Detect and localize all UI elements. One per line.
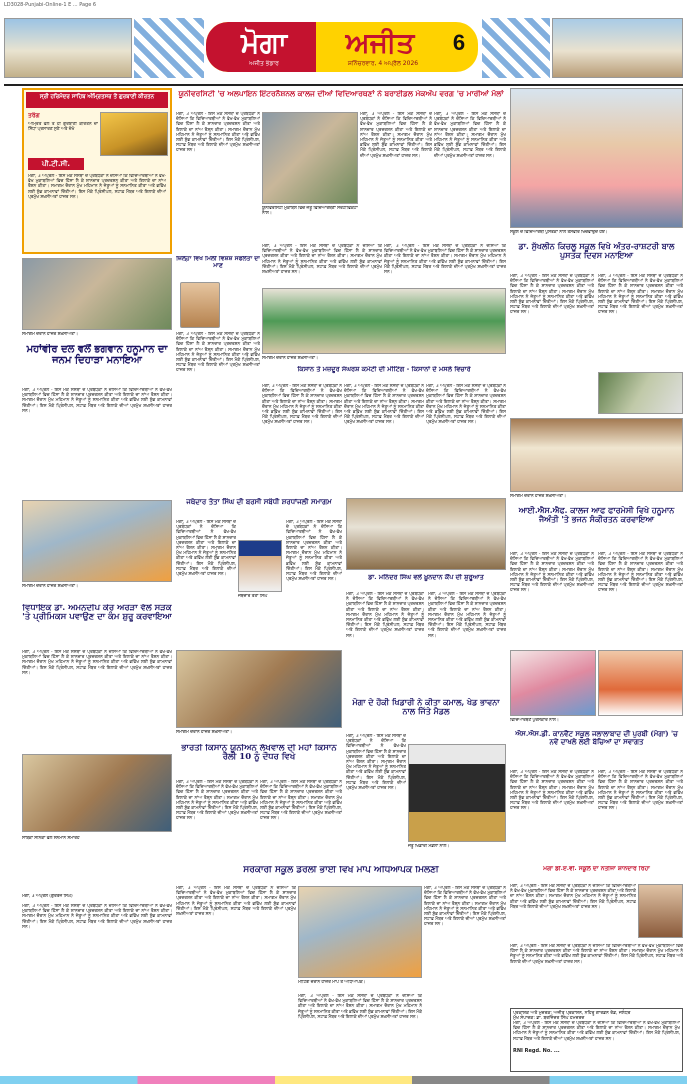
caption-celebration: ਸਮਾਗਮ ਦੌਰਾਨ ਹਾਜ਼ਰ ਸ਼ਖ਼ਸੀਅਤਾਂ। (22, 584, 78, 589)
text-kisan-1: ਮੋਗਾ, 3 ਅਪ੍ਰੈਲ - ਇਸ ਮੌਕੇ ਸੰਸਥਾ ਦੇ ਪ੍ਰਬੰਧਕਾਂ ਨੇ ਦੱਸਿਆ ਕਿ ਵਿਦਿਆਰਥੀਆਂ ਨੇ ਵੱਖ-ਵੱਖ ਮੁਕਾਬਲਿਆਂ ਵਿਚ ਹਿੱਸਾ ਲੈ ਕੇ ਸ਼ਾਨਦਾਰ ਪ੍ਰਦਰਸ਼ਨ ਕੀਤਾ ਅਤੇ ਇਲਾਕੇ ਦਾ ਨਾਂਅ ਰੌਸ਼ਨ ਕੀਤਾ। ਸਮਾਗਮ ਦੌਰਾਨ ਮੁੱਖ ਮਹਿਮਾਨ ਨੇ ਜੇਤੂਆਂ ਨੂੰ ਸਨਮਾਨਿਤ ਕੀਤਾ ਅਤੇ ਭਵਿੱਖ ਲਈ ਸ਼ੁੱਭ ਕਾਮਨਾਵਾਂ ਦਿੱਤੀਆਂ। ਇਸ ਮੌਕੇ ਪ੍ਰਿੰਸੀਪਲ, ਸਟਾਫ਼ ਮੈਂਬਰ ਅਤੇ ਇਲਾਕੇ ਦੀਆਂ ਪ੍ਰਮੁੱਖ ਸ਼ਖ਼ਸੀਅਤਾਂ ਹਾਜ਼ਰ ਸਨ। (262, 384, 342, 426)
photo-celebration (22, 500, 172, 582)
photo-vanita (346, 498, 506, 570)
text-university-1: ਮੋਗਾ, 3 ਅਪ੍ਰੈਲ - ਇਸ ਮੌਕੇ ਸੰਸਥਾ ਦੇ ਪ੍ਰਬੰਧਕਾਂ ਨੇ ਦੱਸਿਆ ਕਿ ਵਿਦਿਆਰਥੀਆਂ ਨੇ ਵੱਖ-ਵੱਖ ਮੁਕਾਬਲਿਆਂ ਵਿਚ ਹਿੱਸਾ ਲੈ ਕੇ ਸ਼ਾਨਦਾਰ ਪ੍ਰਦਰਸ਼ਨ ਕੀਤਾ ਅਤੇ ਇਲਾਕੇ ਦਾ ਨਾਂਅ ਰੌਸ਼ਨ ਕੀਤਾ। ਸਮਾਗਮ ਦੌਰਾਨ ਮੁੱਖ ਮਹਿਮਾਨ ਨੇ ਜੇਤੂਆਂ ਨੂੰ ਸਨਮਾਨਿਤ ਕੀਤਾ ਅਤੇ ਭਵਿੱਖ ਲਈ ਸ਼ੁੱਭ ਕਾਮਨਾਵਾਂ ਦਿੱਤੀਆਂ। ਇਸ ਮੌਕੇ ਪ੍ਰਿੰਸੀਪਲ, ਸਟਾਫ਼ ਮੈਂਬਰ ਅਤੇ ਇਲਾਕੇ ਦੀਆਂ ਪ੍ਰਮੁੱਖ ਸ਼ਖ਼ਸੀਅਤਾਂ ਹਾਜ਼ਰ ਸਨ। (176, 112, 260, 154)
text-sukhleen-1: ਮੋਗਾ, 3 ਅਪ੍ਰੈਲ - ਇਸ ਮੌਕੇ ਸੰਸਥਾ ਦੇ ਪ੍ਰਬੰਧਕਾਂ ਨੇ ਦੱਸਿਆ ਕਿ ਵਿਦਿਆਰਥੀਆਂ ਨੇ ਵੱਖ-ਵੱਖ ਮੁਕਾਬਲਿਆਂ ਵਿਚ ਹਿੱਸਾ ਲੈ ਕੇ ਸ਼ਾਨਦਾਰ ਪ੍ਰਦਰਸ਼ਨ ਕੀਤਾ ਅਤੇ ਇਲਾਕੇ ਦਾ ਨਾਂਅ ਰੌਸ਼ਨ ਕੀਤਾ। ਸਮਾਗਮ ਦੌਰਾਨ ਮੁੱਖ ਮਹਿਮਾਨ ਨੇ ਜੇਤੂਆਂ ਨੂੰ ਸਨਮਾਨਿਤ ਕੀਤਾ ਅਤੇ ਭਵਿੱਖ ਲਈ ਸ਼ੁੱਭ ਕਾਮਨਾਵਾਂ ਦਿੱਤੀਆਂ। ਇਸ ਮੌਕੇ ਪ੍ਰਿੰਸੀਪਲ, ਸਟਾਫ਼ ਮੈਂਬਰ ਅਤੇ ਇਲਾਕੇ ਦੀਆਂ ਪ੍ਰਮੁੱਖ ਸ਼ਖ਼ਸੀਅਤਾਂ ਹਾਜ਼ਰ ਸਨ। (510, 274, 594, 316)
headline-mahaveer: ਮਹਾਂਵੀਰ ਦਲ ਵਲੋਂ ਭਗਵਾਨ ਹਨੂਮਾਨ ਦਾ ਜਨਮ ਦਿਹਾੜਾ ਮਨਾਇਆ (26, 344, 168, 366)
headline-bharti: ਭਾਰਤੀ ਕਿਸਾਨ ਯੂਨੀਅਨ ਲੱਖੋਵਾਲ ਦੀ ਮਹਾਂ ਕਿਸਾਨ ਰੈਲੀ 10 ਨੂੰ ਦੌਧਰ ਵਿਖੇ (181, 744, 337, 763)
headline-esd: ਐਸ.ਐਸ.ਡੀ. ਕਾਨਵੈਂਟ ਸਕੂਲ ਜਲਾਲਾਬਾਦ ਦੀ ਪੁਰਬੀ (ਮੋਗਾ) 'ਚ ਨਵੇਂ ਦਾਖਲੇ ਲਈ ਬੱਚਿਆਂ ਦਾ ਸਵਾਗਤ (515, 730, 678, 746)
headline-sukhleen: ਡਾ. ਸੁੱਖਲੀਨ ਕਿਚਲੂ ਸਕੂਲ ਵਿਖੇ ਅੰਤਰ-ਰਾਸ਼ਟਰੀ ਬਾਲ ਪੁਸਤਕ ਦਿਵਸ ਮਨਾਇਆ (518, 242, 675, 260)
text-bharti-1: ਮੋਗਾ, 3 ਅਪ੍ਰੈਲ - ਇਸ ਮੌਕੇ ਸੰਸਥਾ ਦੇ ਪ੍ਰਬੰਧਕਾਂ ਨੇ ਦੱਸਿਆ ਕਿ ਵਿਦਿਆਰਥੀਆਂ ਨੇ ਵੱਖ-ਵੱਖ ਮੁਕਾਬਲਿਆਂ ਵਿਚ ਹਿੱਸਾ ਲੈ ਕੇ ਸ਼ਾਨਦਾਰ ਪ੍ਰਦਰਸ਼ਨ ਕੀਤਾ ਅਤੇ ਇਲਾਕੇ ਦਾ ਨਾਂਅ ਰੌਸ਼ਨ ਕੀਤਾ। ਸਮਾਗਮ ਦੌਰਾਨ ਮੁੱਖ ਮਹਿਮਾਨ ਨੇ ਜੇਤੂਆਂ ਨੂੰ ਸਨਮਾਨਿਤ ਕੀਤਾ ਅਤੇ ਭਵਿੱਖ ਲਈ ਸ਼ੁੱਭ ਕਾਮਨਾਵਾਂ ਦਿੱਤੀਆਂ। ਇਸ ਮੌਕੇ ਪ੍ਰਿੰਸੀਪਲ, ਸਟਾਫ਼ ਮੈਂਬਰ ਅਤੇ ਇਲਾਕੇ ਦੀਆਂ ਪ੍ਰਮੁੱਖ ਸ਼ਖ਼ਸੀਅਤਾਂ ਹਾਜ਼ਰ ਸਨ। (176, 780, 258, 822)
masthead-right-image (552, 18, 683, 78)
photo-result-girl (638, 884, 683, 938)
imprint-regd: RNI Regd. No. ... (513, 1048, 560, 1054)
headline-bomb: ਜ਼ਿਲ੍ਹਾ ਵਿਖੇ ਮਿਲੀ ਵਿਸ਼ੇਸ਼ ਸਫਲਤਾ ਦਾ ਮਾਣ (176, 256, 260, 269)
text-mahaveer: ਮੋਗਾ, 3 ਅਪ੍ਰੈਲ - ਇਸ ਮੌਕੇ ਸੰਸਥਾ ਦੇ ਪ੍ਰਬੰਧਕਾਂ ਨੇ ਦੱਸਿਆ ਕਿ ਵਿਦਿਆਰਥੀਆਂ ਨੇ ਵੱਖ-ਵੱਖ ਮੁਕਾਬਲਿਆਂ ਵਿਚ ਹਿੱਸਾ ਲੈ ਕੇ ਸ਼ਾਨਦਾਰ ਪ੍ਰਦਰਸ਼ਨ ਕੀਤਾ ਅਤੇ ਇਲਾਕੇ ਦਾ ਨਾਂਅ ਰੌਸ਼ਨ ਕੀਤਾ। ਸਮਾਗਮ ਦੌਰਾਨ ਮੁੱਖ ਮਹਿਮਾਨ ਨੇ ਜੇਤੂਆਂ ਨੂੰ ਸਨਮਾਨਿਤ ਕੀਤਾ ਅਤੇ ਭਵਿੱਖ ਲਈ ਸ਼ੁੱਭ ਕਾਮਨਾਵਾਂ ਦਿੱਤੀਆਂ। ਇਸ ਮੌਕੇ ਪ੍ਰਿੰਸੀਪਲ, ਸਟਾਫ਼ ਮੈਂਬਰ ਅਤੇ ਇਲਾਕੇ ਦੀਆਂ ਪ੍ਰਮੁੱਖ ਸ਼ਖ਼ਸੀਅਤਾਂ ਹਾਜ਼ਰ ਸਨ। (22, 388, 172, 414)
photo-sarkari (298, 886, 422, 978)
ad-body: ਅੰਮ੍ਰਿਤ ਵੇਲੇ ਤੋਂ ਹੀ ਗੁਰਬਾਣੀ ਕੀਰਤਨ ਦਾ ਸਿੱਧਾ ਪ੍ਰਸਾਰਣ ਸੁਣੋ ਅਤੇ ਦੇਖੋ (28, 122, 98, 133)
photo-hockey-player (408, 744, 506, 842)
text-sarkari-1: ਮੋਗਾ, 3 ਅਪ੍ਰੈਲ - ਇਸ ਮੌਕੇ ਸੰਸਥਾ ਦੇ ਪ੍ਰਬੰਧਕਾਂ ਨੇ ਦੱਸਿਆ ਕਿ ਵਿਦਿਆਰਥੀਆਂ ਨੇ ਵੱਖ-ਵੱਖ ਮੁਕਾਬਲਿਆਂ ਵਿਚ ਹਿੱਸਾ ਲੈ ਕੇ ਸ਼ਾਨਦਾਰ ਪ੍ਰਦਰਸ਼ਨ ਕੀਤਾ ਅਤੇ ਇਲਾਕੇ ਦਾ ਨਾਂਅ ਰੌਸ਼ਨ ਕੀਤਾ। ਸਮਾਗਮ ਦੌਰਾਨ ਮੁੱਖ ਮਹਿਮਾਨ ਨੇ ਜੇਤੂਆਂ ਨੂੰ ਸਨਮਾਨਿਤ ਕੀਤਾ ਅਤੇ ਭਵਿੱਖ ਲਈ ਸ਼ੁੱਭ ਕਾਮਨਾਵਾਂ ਦਿੱਤੀਆਂ। ਇਸ ਮੌਕੇ ਪ੍ਰਿੰਸੀਪਲ, ਸਟਾਫ਼ ਮੈਂਬਰ ਅਤੇ ਇਲਾਕੇ ਦੀਆਂ ਪ੍ਰਮੁੱਖ ਸ਼ਖ਼ਸੀਅਤਾਂ ਹਾਜ਼ਰ ਸਨ। (176, 886, 296, 918)
photo-esd-girl (598, 650, 683, 716)
color-bar (0, 1076, 687, 1084)
photo-akash-bhajan (510, 418, 683, 492)
text-vidhayak: ਮੋਗਾ, 3 ਅਪ੍ਰੈਲ - ਇਸ ਮੌਕੇ ਸੰਸਥਾ ਦੇ ਪ੍ਰਬੰਧਕਾਂ ਨੇ ਦੱਸਿਆ ਕਿ ਵਿਦਿਆਰਥੀਆਂ ਨੇ ਵੱਖ-ਵੱਖ ਮੁਕਾਬਲਿਆਂ ਵਿਚ ਹਿੱਸਾ ਲੈ ਕੇ ਸ਼ਾਨਦਾਰ ਪ੍ਰਦਰਸ਼ਨ ਕੀਤਾ ਅਤੇ ਇਲਾਕੇ ਦਾ ਨਾਂਅ ਰੌਸ਼ਨ ਕੀਤਾ। ਸਮਾਗਮ ਦੌਰਾਨ ਮੁੱਖ ਮਹਿਮਾਨ ਨੇ ਜੇਤੂਆਂ ਨੂੰ ਸਨਮਾਨਿਤ ਕੀਤਾ ਅਤੇ ਭਵਿੱਖ ਲਈ ਸ਼ੁੱਭ ਕਾਮਨਾਵਾਂ ਦਿੱਤੀਆਂ। ਇਸ ਮੌਕੇ ਪ੍ਰਿੰਸੀਪਲ, ਸਟਾਫ਼ ਮੈਂਬਰ ਅਤੇ ਇਲਾਕੇ ਦੀਆਂ ਪ੍ਰਮੁੱਖ ਸ਼ਖ਼ਸੀਅਤਾਂ ਹਾਜ਼ਰ ਸਨ। (22, 650, 172, 676)
headline-jarnail: ਜਥੇਦਾਰ ਤੋਤਾ ਸਿੰਘ ਦੀ ਬਰਸੀ ਸਬੰਧੀ ਸ਼ਰਧਾਂਜਲੀ ਸਮਾਗਮ (186, 498, 332, 506)
text-result: ਮੋਗਾ, 3 ਅਪ੍ਰੈਲ - ਇਸ ਮੌਕੇ ਸੰਸਥਾ ਦੇ ਪ੍ਰਬੰਧਕਾਂ ਨੇ ਦੱਸਿਆ ਕਿ ਵਿਦਿਆਰਥੀਆਂ ਨੇ ਵੱਖ-ਵੱਖ ਮੁਕਾਬਲਿਆਂ ਵਿਚ ਹਿੱਸਾ ਲੈ ਕੇ ਸ਼ਾਨਦਾਰ ਪ੍ਰਦਰਸ਼ਨ ਕੀਤਾ ਅਤੇ ਇਲਾਕੇ ਦਾ ਨਾਂਅ ਰੌਸ਼ਨ ਕੀਤਾ। ਸਮਾਗਮ ਦੌਰਾਨ ਮੁੱਖ ਮਹਿਮਾਨ ਨੇ ਜੇਤੂਆਂ ਨੂੰ ਸਨਮਾਨਿਤ ਕੀਤਾ ਅਤੇ ਭਵਿੱਖ ਲਈ ਸ਼ੁੱਭ ਕਾਮਨਾਵਾਂ ਦਿੱਤੀਆਂ। ਇਸ ਮੌਕੇ ਪ੍ਰਿੰਸੀਪਲ, ਸਟਾਫ਼ ਮੈਂਬਰ ਅਤੇ ਇਲਾਕੇ ਦੀਆਂ ਪ੍ਰਮੁੱਖ ਸ਼ਖ਼ਸੀਅਤਾਂ ਹਾਜ਼ਰ ਸਨ। (262, 244, 382, 276)
ad-subtitle: ਤਰੰਗ (28, 112, 40, 119)
photo-vetran (22, 754, 172, 832)
caption-sarkari: ਮੀਟਿੰਗ ਦੌਰਾਨ ਹਾਜ਼ਰ ਮਾਪੇ ਤੇ ਅਧਿਆਪਕ। (298, 980, 366, 985)
photo-kisan-meeting (262, 288, 506, 354)
text-result-right: ਮੋਗਾ, 3 ਅਪ੍ਰੈਲ - ਇਸ ਮੌਕੇ ਸੰਸਥਾ ਦੇ ਪ੍ਰਬੰਧਕਾਂ ਨੇ ਦੱਸਿਆ ਕਿ ਵਿਦਿਆਰਥੀਆਂ ਨੇ ਵੱਖ-ਵੱਖ ਮੁਕਾਬਲਿਆਂ ਵਿਚ ਹਿੱਸਾ ਲੈ ਕੇ ਸ਼ਾਨਦਾਰ ਪ੍ਰਦਰਸ਼ਨ ਕੀਤਾ ਅਤੇ ਇਲਾਕੇ ਦਾ ਨਾਂਅ ਰੌਸ਼ਨ ਕੀਤਾ। ਸਮਾਗਮ ਦੌਰਾਨ ਮੁੱਖ ਮਹਿਮਾਨ ਨੇ ਜੇਤੂਆਂ ਨੂੰ ਸਨਮਾਨਿਤ ਕੀਤਾ ਅਤੇ ਭਵਿੱਖ ਲਈ ਸ਼ੁੱਭ ਕਾਮਨਾਵਾਂ ਦਿੱਤੀਆਂ। ਇਸ ਮੌਕੇ ਪ੍ਰਿੰਸੀਪਲ, ਸਟਾਫ਼ ਮੈਂਬਰ ਅਤੇ ਇਲਾਕੇ ਦੀਆਂ ਪ੍ਰਮੁੱਖ ਸ਼ਖ਼ਸੀਅਤਾਂ ਹਾਜ਼ਰ ਸਨ। (510, 884, 636, 910)
ad-image (100, 112, 168, 156)
headline-sarkari: ਸਰਕਾਰੀ ਸਕੂਲ ਡਰੋਲੀ ਭਾਈ ਵਿਖੇ ਮਾਪੇ ਅਧਿਆਪਕ ਮਿਲਣੀ (243, 866, 439, 875)
imprint-body: ਮੋਗਾ, 3 ਅਪ੍ਰੈਲ - ਇਸ ਮੌਕੇ ਸੰਸਥਾ ਦੇ ਪ੍ਰਬੰਧਕਾਂ ਨੇ ਦੱਸਿਆ ਕਿ ਵਿਦਿਆਰਥੀਆਂ ਨੇ ਵੱਖ-ਵੱਖ ਮੁਕਾਬਲਿਆਂ ਵਿਚ ਹਿੱਸਾ ਲੈ ਕੇ ਸ਼ਾਨਦਾਰ ਪ੍ਰਦਰਸ਼ਨ ਕੀਤਾ ਅਤੇ ਇਲਾਕੇ ਦਾ ਨਾਂਅ ਰੌਸ਼ਨ ਕੀਤਾ। ਸਮਾਗਮ ਦੌਰਾਨ ਮੁੱਖ ਮਹਿਮਾਨ ਨੇ ਜੇਤੂਆਂ ਨੂੰ ਸਨਮਾਨਿਤ ਕੀਤਾ ਅਤੇ ਭਵਿੱਖ ਲਈ ਸ਼ੁੱਭ ਕਾਮਨਾਵਾਂ ਦਿੱਤੀਆਂ। ਇਸ ਮੌਕੇ ਪ੍ਰਿੰਸੀਪਲ, ਸਟਾਫ਼ ਮੈਂਬਰ ਅਤੇ ਇਲਾਕੇ ਦੀਆਂ ਪ੍ਰਮੁੱਖ ਸ਼ਖ਼ਸੀਅਤਾਂ ਹਾਜ਼ਰ ਸਨ। (513, 1021, 680, 1042)
text-vanita-1: ਮੋਗਾ, 3 ਅਪ੍ਰੈਲ - ਇਸ ਮੌਕੇ ਸੰਸਥਾ ਦੇ ਪ੍ਰਬੰਧਕਾਂ ਨੇ ਦੱਸਿਆ ਕਿ ਵਿਦਿਆਰਥੀਆਂ ਨੇ ਵੱਖ-ਵੱਖ ਮੁਕਾਬਲਿਆਂ ਵਿਚ ਹਿੱਸਾ ਲੈ ਕੇ ਸ਼ਾਨਦਾਰ ਪ੍ਰਦਰਸ਼ਨ ਕੀਤਾ ਅਤੇ ਇਲਾਕੇ ਦਾ ਨਾਂਅ ਰੌਸ਼ਨ ਕੀਤਾ। ਸਮਾਗਮ ਦੌਰਾਨ ਮੁੱਖ ਮਹਿਮਾਨ ਨੇ ਜੇਤੂਆਂ ਨੂੰ ਸਨਮਾਨਿਤ ਕੀਤਾ ਅਤੇ ਭਵਿੱਖ ਲਈ ਸ਼ੁੱਭ ਕਾਮਨਾਵਾਂ ਦਿੱਤੀਆਂ। ਇਸ ਮੌਕੇ ਪ੍ਰਿੰਸੀਪਲ, ਸਟਾਫ਼ ਮੈਂਬਰ ਅਤੇ ਇਲਾਕੇ ਦੀਆਂ ਪ੍ਰਮੁੱਖ ਸ਼ਖ਼ਸੀਅਤਾਂ ਹਾਜ਼ਰ ਸਨ। (346, 592, 424, 639)
text-kisan-3: ਮੋਗਾ, 3 ਅਪ੍ਰੈਲ - ਇਸ ਮੌਕੇ ਸੰਸਥਾ ਦੇ ਪ੍ਰਬੰਧਕਾਂ ਨੇ ਦੱਸਿਆ ਕਿ ਵਿਦਿਆਰਥੀਆਂ ਨੇ ਵੱਖ-ਵੱਖ ਮੁਕਾਬਲਿਆਂ ਵਿਚ ਹਿੱਸਾ ਲੈ ਕੇ ਸ਼ਾਨਦਾਰ ਪ੍ਰਦਰਸ਼ਨ ਕੀਤਾ ਅਤੇ ਇਲਾਕੇ ਦਾ ਨਾਂਅ ਰੌਸ਼ਨ ਕੀਤਾ। ਸਮਾਗਮ ਦੌਰਾਨ ਮੁੱਖ ਮਹਿਮਾਨ ਨੇ ਜੇਤੂਆਂ ਨੂੰ ਸਨਮਾਨਿਤ ਕੀਤਾ ਅਤੇ ਭਵਿੱਖ ਲਈ ਸ਼ੁੱਭ ਕਾਮਨਾਵਾਂ ਦਿੱਤੀਆਂ। ਇਸ ਮੌਕੇ ਪ੍ਰਿੰਸੀਪਲ, ਸਟਾਫ਼ ਮੈਂਬਰ ਅਤੇ ਇਲਾਕੇ ਦੀਆਂ ਪ੍ਰਮੁੱਖ ਸ਼ਖ਼ਸੀਅਤਾਂ ਹਾਜ਼ਰ ਸਨ। (426, 384, 506, 426)
text-sarkari-2: ਮੋਗਾ, 3 ਅਪ੍ਰੈਲ - ਇਸ ਮੌਕੇ ਸੰਸਥਾ ਦੇ ਪ੍ਰਬੰਧਕਾਂ ਨੇ ਦੱਸਿਆ ਕਿ ਵਿਦਿਆਰਥੀਆਂ ਨੇ ਵੱਖ-ਵੱਖ ਮੁਕਾਬਲਿਆਂ ਵਿਚ ਹਿੱਸਾ ਲੈ ਕੇ ਸ਼ਾਨਦਾਰ ਪ੍ਰਦਰਸ਼ਨ ਕੀਤਾ ਅਤੇ ਇਲਾਕੇ ਦਾ ਨਾਂਅ ਰੌਸ਼ਨ ਕੀਤਾ। ਸਮਾਗਮ ਦੌਰਾਨ ਮੁੱਖ ਮਹਿਮਾਨ ਨੇ ਜੇਤੂਆਂ ਨੂੰ ਸਨਮਾਨਿਤ ਕੀਤਾ ਅਤੇ ਭਵਿੱਖ ਲਈ ਸ਼ੁੱਭ ਕਾਮਨਾਵਾਂ ਦਿੱਤੀਆਂ। ਇਸ ਮੌਕੇ ਪ੍ਰਿੰਸੀਪਲ, ਸਟਾਫ਼ ਮੈਂਬਰ ਅਤੇ ਇਲਾਕੇ ਦੀਆਂ ਪ੍ਰਮੁੱਖ ਸ਼ਖ਼ਸੀਅਤਾਂ ਹਾਜ਼ਰ ਸਨ। (424, 886, 506, 928)
page-number: 6 (452, 30, 466, 55)
caption-university: ਯੂਨੀਵਰਸਿਟੀ ਮੁਕਾਬਲੇ ਵਿਚ ਜੇਤੂ ਵਿਦਿਆਰਥਣਾਂ ਸਰਟੀਫਿਕੇਟਾਂ ਨਾਲ। (262, 206, 358, 216)
photo-jarnail-portrait (238, 540, 282, 592)
headline-university: ਯੂਨੀਵਰਸਿਟੀ 'ਚ ਅਲਪਾਇਨ ਇੰਟਰਨੈਸ਼ਨਲ ਕਾਲਜ ਦੀਆਂ ਵਿਦਿਆਰਥਣਾਂ ਨੇ ਬਰਾਈਡਲ ਮੇਕਅੱਪ ਵਰਗ 'ਚ ਮਾਰੀਆਂ ਮੱਲਾਂ (178, 90, 504, 98)
photo-sukhleen-books (598, 372, 683, 414)
text-bharti-2: ਮੋਗਾ, 3 ਅਪ੍ਰੈਲ - ਇਸ ਮੌਕੇ ਸੰਸਥਾ ਦੇ ਪ੍ਰਬੰਧਕਾਂ ਨੇ ਦੱਸਿਆ ਕਿ ਵਿਦਿਆਰਥੀਆਂ ਨੇ ਵੱਖ-ਵੱਖ ਮੁਕਾਬਲਿਆਂ ਵਿਚ ਹਿੱਸਾ ਲੈ ਕੇ ਸ਼ਾਨਦਾਰ ਪ੍ਰਦਰਸ਼ਨ ਕੀਤਾ ਅਤੇ ਇਲਾਕੇ ਦਾ ਨਾਂਅ ਰੌਸ਼ਨ ਕੀਤਾ। ਸਮਾਗਮ ਦੌਰਾਨ ਮੁੱਖ ਮਹਿਮਾਨ ਨੇ ਜੇਤੂਆਂ ਨੂੰ ਸਨਮਾਨਿਤ ਕੀਤਾ ਅਤੇ ਭਵਿੱਖ ਲਈ ਸ਼ੁੱਭ ਕਾਮਨਾਵਾਂ ਦਿੱਤੀਆਂ। ਇਸ ਮੌਕੇ ਪ੍ਰਿੰਸੀਪਲ, ਸਟਾਫ਼ ਮੈਂਬਰ ਅਤੇ ਇਲਾਕੇ ਦੀਆਂ ਪ੍ਰਮੁੱਖ ਸ਼ਖ਼ਸੀਅਤਾਂ ਹਾਜ਼ਰ ਸਨ। (260, 780, 342, 822)
ad-badge: ਪੀ.ਟੀ.ਸੀ. (28, 158, 84, 170)
imprint-box (510, 1008, 683, 1072)
ad-box (22, 88, 172, 254)
imprint-line2: ਮੁੱਖ ਸੰਪਾਦਕ: ਡਾ. ਬਰਜਿੰਦਰ ਸਿੰਘ ਹਮਦਰਦ (513, 1016, 585, 1021)
text-sarkari-3: ਮੋਗਾ, 3 ਅਪ੍ਰੈਲ - ਇਸ ਮੌਕੇ ਸੰਸਥਾ ਦੇ ਪ੍ਰਬੰਧਕਾਂ ਨੇ ਦੱਸਿਆ ਕਿ ਵਿਦਿਆਰਥੀਆਂ ਨੇ ਵੱਖ-ਵੱਖ ਮੁਕਾਬਲਿਆਂ ਵਿਚ ਹਿੱਸਾ ਲੈ ਕੇ ਸ਼ਾਨਦਾਰ ਪ੍ਰਦਰਸ਼ਨ ਕੀਤਾ ਅਤੇ ਇਲਾਕੇ ਦਾ ਨਾਂਅ ਰੌਸ਼ਨ ਕੀਤਾ। ਸਮਾਗਮ ਦੌਰਾਨ ਮੁੱਖ ਮਹਿਮਾਨ ਨੇ ਜੇਤੂਆਂ ਨੂੰ ਸਨਮਾਨਿਤ ਕੀਤਾ ਅਤੇ ਭਵਿੱਖ ਲਈ ਸ਼ੁੱਭ ਕਾਮਨਾਵਾਂ ਦਿੱਤੀਆਂ। ਇਸ ਮੌਕੇ ਪ੍ਰਿੰਸੀਪਲ, ਸਟਾਫ਼ ਮੈਂਬਰ ਅਤੇ ਇਲਾਕੇ ਦੀਆਂ ਪ੍ਰਮੁੱਖ ਸ਼ਖ਼ਸੀਅਤਾਂ ਹਾਜ਼ਰ ਸਨ। (298, 994, 422, 1020)
masthead-paper-name: ਅਜੀਤ (345, 26, 415, 59)
text-hockey: ਮੋਗਾ, 3 ਅਪ੍ਰੈਲ - ਇਸ ਮੌਕੇ ਸੰਸਥਾ ਦੇ ਪ੍ਰਬੰਧਕਾਂ ਨੇ ਦੱਸਿਆ ਕਿ ਵਿਦਿਆਰਥੀਆਂ ਨੇ ਵੱਖ-ਵੱਖ ਮੁਕਾਬਲਿਆਂ ਵਿਚ ਹਿੱਸਾ ਲੈ ਕੇ ਸ਼ਾਨਦਾਰ ਪ੍ਰਦਰਸ਼ਨ ਕੀਤਾ ਅਤੇ ਇਲਾਕੇ ਦਾ ਨਾਂਅ ਰੌਸ਼ਨ ਕੀਤਾ। ਸਮਾਗਮ ਦੌਰਾਨ ਮੁੱਖ ਮਹਿਮਾਨ ਨੇ ਜੇਤੂਆਂ ਨੂੰ ਸਨਮਾਨਿਤ ਕੀਤਾ ਅਤੇ ਭਵਿੱਖ ਲਈ ਸ਼ੁੱਭ ਕਾਮਨਾਵਾਂ ਦਿੱਤੀਆਂ। ਇਸ ਮੌਕੇ ਪ੍ਰਿੰਸੀਪਲ, ਸਟਾਫ਼ ਮੈਂਬਰ ਅਤੇ ਇਲਾਕੇ ਦੀਆਂ ਪ੍ਰਮੁੱਖ ਸ਼ਖ਼ਸੀਅਤਾਂ ਹਾਜ਼ਰ ਸਨ। (346, 734, 406, 792)
caption-esd: ਵਿਦਿਆਰਥਣ ਪੁਰਸਕਾਰ ਨਾਲ। (510, 718, 559, 723)
caption-jarnail-event: ਸਮਾਗਮ ਦੌਰਾਨ ਹਾਜ਼ਰ ਸ਼ਖ਼ਸੀਅਤਾਂ। (176, 730, 232, 735)
masthead-rule (4, 84, 683, 86)
ad-title: ਸ੍ਰੀ ਹਰਿਮੰਦਰ ਸਾਹਿਬ ਅੰਮ੍ਰਿਤਸਰ ਤੋਂ ਗੁਰਬਾਣੀ ਕੀਰਤਨ (26, 92, 168, 108)
masthead-tagline: ਅਜੀਤ ਭੰਡਾਰ (249, 60, 279, 67)
photo-esd-award (510, 650, 596, 716)
caption-hockey: ਜੇਤੂ ਖਿਡਾਰੀ ਮੈਡਲਾਂ ਨਾਲ। (408, 844, 450, 849)
text-akash-2: ਮੋਗਾ, 3 ਅਪ੍ਰੈਲ - ਇਸ ਮੌਕੇ ਸੰਸਥਾ ਦੇ ਪ੍ਰਬੰਧਕਾਂ ਨੇ ਦੱਸਿਆ ਕਿ ਵਿਦਿਆਰਥੀਆਂ ਨੇ ਵੱਖ-ਵੱਖ ਮੁਕਾਬਲਿਆਂ ਵਿਚ ਹਿੱਸਾ ਲੈ ਕੇ ਸ਼ਾਨਦਾਰ ਪ੍ਰਦਰਸ਼ਨ ਕੀਤਾ ਅਤੇ ਇਲਾਕੇ ਦਾ ਨਾਂਅ ਰੌਸ਼ਨ ਕੀਤਾ। ਸਮਾਗਮ ਦੌਰਾਨ ਮੁੱਖ ਮਹਿਮਾਨ ਨੇ ਜੇਤੂਆਂ ਨੂੰ ਸਨਮਾਨਿਤ ਕੀਤਾ ਅਤੇ ਭਵਿੱਖ ਲਈ ਸ਼ੁੱਭ ਕਾਮਨਾਵਾਂ ਦਿੱਤੀਆਂ। ਇਸ ਮੌਕੇ ਪ੍ਰਿੰਸੀਪਲ, ਸਟਾਫ਼ ਮੈਂਬਰ ਅਤੇ ਇਲਾਕੇ ਦੀਆਂ ਪ੍ਰਮੁੱਖ ਸ਼ਖ਼ਸੀਅਤਾਂ ਹਾਜ਼ਰ ਸਨ। (598, 552, 683, 594)
photo-portrait-woman (180, 282, 220, 328)
text-university-2: ਮੋਗਾ, 3 ਅਪ੍ਰੈਲ - ਇਸ ਮੌਕੇ ਸੰਸਥਾ ਦੇ ਪ੍ਰਬੰਧਕਾਂ ਨੇ ਦੱਸਿਆ ਕਿ ਵਿਦਿਆਰਥੀਆਂ ਨੇ ਵੱਖ-ਵੱਖ ਮੁਕਾਬਲਿਆਂ ਵਿਚ ਹਿੱਸਾ ਲੈ ਕੇ ਸ਼ਾਨਦਾਰ ਪ੍ਰਦਰਸ਼ਨ ਕੀਤਾ ਅਤੇ ਇਲਾਕੇ ਦਾ ਨਾਂਅ ਰੌਸ਼ਨ ਕੀਤਾ। ਸਮਾਗਮ ਦੌਰਾਨ ਮੁੱਖ ਮਹਿਮਾਨ ਨੇ ਜੇਤੂਆਂ ਨੂੰ ਸਨਮਾਨਿਤ ਕੀਤਾ ਅਤੇ ਭਵਿੱਖ ਲਈ ਸ਼ੁੱਭ ਕਾਮਨਾਵਾਂ ਦਿੱਤੀਆਂ। ਇਸ ਮੌਕੇ ਪ੍ਰਿੰਸੀਪਲ, ਸਟਾਫ਼ ਮੈਂਬਰ ਅਤੇ ਇਲਾਕੇ ਦੀਆਂ ਪ੍ਰਮੁੱਖ ਸ਼ਖ਼ਸੀਅਤਾਂ ਹਾਜ਼ਰ ਸਨ। (360, 112, 432, 159)
text-kisan-2: ਮੋਗਾ, 3 ਅਪ੍ਰੈਲ - ਇਸ ਮੌਕੇ ਸੰਸਥਾ ਦੇ ਪ੍ਰਬੰਧਕਾਂ ਨੇ ਦੱਸਿਆ ਕਿ ਵਿਦਿਆਰਥੀਆਂ ਨੇ ਵੱਖ-ਵੱਖ ਮੁਕਾਬਲਿਆਂ ਵਿਚ ਹਿੱਸਾ ਲੈ ਕੇ ਸ਼ਾਨਦਾਰ ਪ੍ਰਦਰਸ਼ਨ ਕੀਤਾ ਅਤੇ ਇਲਾਕੇ ਦਾ ਨਾਂਅ ਰੌਸ਼ਨ ਕੀਤਾ। ਸਮਾਗਮ ਦੌਰਾਨ ਮੁੱਖ ਮਹਿਮਾਨ ਨੇ ਜੇਤੂਆਂ ਨੂੰ ਸਨਮਾਨਿਤ ਕੀਤਾ ਅਤੇ ਭਵਿੱਖ ਲਈ ਸ਼ੁੱਭ ਕਾਮਨਾਵਾਂ ਦਿੱਤੀਆਂ। ਇਸ ਮੌਕੇ ਪ੍ਰਿੰਸੀਪਲ, ਸਟਾਫ਼ ਮੈਂਬਰ ਅਤੇ ਇਲਾਕੇ ਦੀਆਂ ਪ੍ਰਮੁੱਖ ਸ਼ਖ਼ਸੀਅਤਾਂ ਹਾਜ਼ਰ ਸਨ। (344, 384, 424, 426)
ad-details: ਮੋਗਾ, 3 ਅਪ੍ਰੈਲ - ਇਸ ਮੌਕੇ ਸੰਸਥਾ ਦੇ ਪ੍ਰਬੰਧਕਾਂ ਨੇ ਦੱਸਿਆ ਕਿ ਵਿਦਿਆਰਥੀਆਂ ਨੇ ਵੱਖ-ਵੱਖ ਮੁਕਾਬਲਿਆਂ ਵਿਚ ਹਿੱਸਾ ਲੈ ਕੇ ਸ਼ਾਨਦਾਰ ਪ੍ਰਦਰਸ਼ਨ ਕੀਤਾ ਅਤੇ ਇਲਾਕੇ ਦਾ ਨਾਂਅ ਰੌਸ਼ਨ ਕੀਤਾ। ਸਮਾਗਮ ਦੌਰਾਨ ਮੁੱਖ ਮਹਿਮਾਨ ਨੇ ਜੇਤੂਆਂ ਨੂੰ ਸਨਮਾਨਿਤ ਕੀਤਾ ਅਤੇ ਭਵਿੱਖ ਲਈ ਸ਼ੁੱਭ ਕਾਮਨਾਵਾਂ ਦਿੱਤੀਆਂ। ਇਸ ਮੌਕੇ ਪ੍ਰਿੰਸੀਪਲ, ਸਟਾਫ਼ ਮੈਂਬਰ ਅਤੇ ਇਲਾਕੇ ਦੀਆਂ ਪ੍ਰਮੁੱਖ ਸ਼ਖ਼ਸੀਅਤਾਂ ਹਾਜ਼ਰ ਸਨ। (28, 174, 166, 200)
masthead-date: ਸ਼ਨਿੱਚਰਵਾਰ, 4 ਅਪ੍ਰੈਲ 2026 (347, 60, 419, 67)
imprint-line1: ਪ੍ਰਕਾਸ਼ਕ ਅਤੇ ਮੁਦਰਕ: ਅਜੀਤ ਪ੍ਰਕਾਸ਼ਨ, ਨਹਿਰੂ ਗਾਰਡਨ ਰੋਡ, ਜਲੰਧਰ (513, 1011, 631, 1016)
text-esd-2: ਮੋਗਾ, 3 ਅਪ੍ਰੈਲ - ਇਸ ਮੌਕੇ ਸੰਸਥਾ ਦੇ ਪ੍ਰਬੰਧਕਾਂ ਨੇ ਦੱਸਿਆ ਕਿ ਵਿਦਿਆਰਥੀਆਂ ਨੇ ਵੱਖ-ਵੱਖ ਮੁਕਾਬਲਿਆਂ ਵਿਚ ਹਿੱਸਾ ਲੈ ਕੇ ਸ਼ਾਨਦਾਰ ਪ੍ਰਦਰਸ਼ਨ ਕੀਤਾ ਅਤੇ ਇਲਾਕੇ ਦਾ ਨਾਂਅ ਰੌਸ਼ਨ ਕੀਤਾ। ਸਮਾਗਮ ਦੌਰਾਨ ਮੁੱਖ ਮਹਿਮਾਨ ਨੇ ਜੇਤੂਆਂ ਨੂੰ ਸਨਮਾਨਿਤ ਕੀਤਾ ਅਤੇ ਭਵਿੱਖ ਲਈ ਸ਼ੁੱਭ ਕਾਮਨਾਵਾਂ ਦਿੱਤੀਆਂ। ਇਸ ਮੌਕੇ ਪ੍ਰਿੰਸੀਪਲ, ਸਟਾਫ਼ ਮੈਂਬਰ ਅਤੇ ਇਲਾਕੇ ਦੀਆਂ ਪ੍ਰਮੁੱਖ ਸ਼ਖ਼ਸੀਅਤਾਂ ਹਾਜ਼ਰ ਸਨ। (598, 770, 683, 812)
text-result-right-2: ਮੋਗਾ, 3 ਅਪ੍ਰੈਲ - ਇਸ ਮੌਕੇ ਸੰਸਥਾ ਦੇ ਪ੍ਰਬੰਧਕਾਂ ਨੇ ਦੱਸਿਆ ਕਿ ਵਿਦਿਆਰਥੀਆਂ ਨੇ ਵੱਖ-ਵੱਖ ਮੁਕਾਬਲਿਆਂ ਵਿਚ ਹਿੱਸਾ ਲੈ ਕੇ ਸ਼ਾਨਦਾਰ ਪ੍ਰਦਰਸ਼ਨ ਕੀਤਾ ਅਤੇ ਇਲਾਕੇ ਦਾ ਨਾਂਅ ਰੌਸ਼ਨ ਕੀਤਾ। ਸਮਾਗਮ ਦੌਰਾਨ ਮੁੱਖ ਮਹਿਮਾਨ ਨੇ ਜੇਤੂਆਂ ਨੂੰ ਸਨਮਾਨਿਤ ਕੀਤਾ ਅਤੇ ਭਵਿੱਖ ਲਈ ਸ਼ੁੱਭ ਕਾਮਨਾਵਾਂ ਦਿੱਤੀਆਂ। ਇਸ ਮੌਕੇ ਪ੍ਰਿੰਸੀਪਲ, ਸਟਾਫ਼ ਮੈਂਬਰ ਅਤੇ ਇਲਾਕੇ ਦੀਆਂ ਪ੍ਰਮੁੱਖ ਸ਼ਖ਼ਸੀਅਤਾਂ ਹਾਜ਼ਰ ਸਨ। (510, 944, 683, 965)
masthead-city: ਮੋਗਾ (241, 26, 287, 59)
text-jarnail-2: ਮੋਗਾ, 3 ਅਪ੍ਰੈਲ - ਇਸ ਮੌਕੇ ਸੰਸਥਾ ਦੇ ਪ੍ਰਬੰਧਕਾਂ ਨੇ ਦੱਸਿਆ ਕਿ ਵਿਦਿਆਰਥੀਆਂ ਨੇ ਵੱਖ-ਵੱਖ ਮੁਕਾਬਲਿਆਂ ਵਿਚ ਹਿੱਸਾ ਲੈ ਕੇ ਸ਼ਾਨਦਾਰ ਪ੍ਰਦਰਸ਼ਨ ਕੀਤਾ ਅਤੇ ਇਲਾਕੇ ਦਾ ਨਾਂਅ ਰੌਸ਼ਨ ਕੀਤਾ। ਸਮਾਗਮ ਦੌਰਾਨ ਮੁੱਖ ਮਹਿਮਾਨ ਨੇ ਜੇਤੂਆਂ ਨੂੰ ਸਨਮਾਨਿਤ ਕੀਤਾ ਅਤੇ ਭਵਿੱਖ ਲਈ ਸ਼ੁੱਭ ਕਾਮਨਾਵਾਂ ਦਿੱਤੀਆਂ। ਇਸ ਮੌਕੇ ਪ੍ਰਿੰਸੀਪਲ, ਸਟਾਫ਼ ਮੈਂਬਰ ਅਤੇ ਇਲਾਕੇ ਦੀਆਂ ਪ੍ਰਮੁੱਖ ਸ਼ਖ਼ਸੀਅਤਾਂ ਹਾਜ਼ਰ ਸਨ। (286, 520, 342, 583)
text-akash-1: ਮੋਗਾ, 3 ਅਪ੍ਰੈਲ - ਇਸ ਮੌਕੇ ਸੰਸਥਾ ਦੇ ਪ੍ਰਬੰਧਕਾਂ ਨੇ ਦੱਸਿਆ ਕਿ ਵਿਦਿਆਰਥੀਆਂ ਨੇ ਵੱਖ-ਵੱਖ ਮੁਕਾਬਲਿਆਂ ਵਿਚ ਹਿੱਸਾ ਲੈ ਕੇ ਸ਼ਾਨਦਾਰ ਪ੍ਰਦਰਸ਼ਨ ਕੀਤਾ ਅਤੇ ਇਲਾਕੇ ਦਾ ਨਾਂਅ ਰੌਸ਼ਨ ਕੀਤਾ। ਸਮਾਗਮ ਦੌਰਾਨ ਮੁੱਖ ਮਹਿਮਾਨ ਨੇ ਜੇਤੂਆਂ ਨੂੰ ਸਨਮਾਨਿਤ ਕੀਤਾ ਅਤੇ ਭਵਿੱਖ ਲਈ ਸ਼ੁੱਭ ਕਾਮਨਾਵਾਂ ਦਿੱਤੀਆਂ। ਇਸ ਮੌਕੇ ਪ੍ਰਿੰਸੀਪਲ, ਸਟਾਫ਼ ਮੈਂਬਰ ਅਤੇ ਇਲਾਕੇ ਦੀਆਂ ਪ੍ਰਮੁੱਖ ਸ਼ਖ਼ਸੀਅਤਾਂ ਹਾਜ਼ਰ ਸਨ। (510, 552, 594, 594)
headline-kisan: ਕਿਸਾਨ ਤੇ ਮਜ਼ਦੂਰ ਸੰਘਰਸ਼ ਕਮੇਟੀ ਦੀ ਮੀਟਿੰਗ - ਕਿਸਾਨਾਂ ਦੇ ਮਸਲੇ ਵਿਚਾਰੇ (297, 366, 471, 373)
text-esd-1: ਮੋਗਾ, 3 ਅਪ੍ਰੈਲ - ਇਸ ਮੌਕੇ ਸੰਸਥਾ ਦੇ ਪ੍ਰਬੰਧਕਾਂ ਨੇ ਦੱਸਿਆ ਕਿ ਵਿਦਿਆਰਥੀਆਂ ਨੇ ਵੱਖ-ਵੱਖ ਮੁਕਾਬਲਿਆਂ ਵਿਚ ਹਿੱਸਾ ਲੈ ਕੇ ਸ਼ਾਨਦਾਰ ਪ੍ਰਦਰਸ਼ਨ ਕੀਤਾ ਅਤੇ ਇਲਾਕੇ ਦਾ ਨਾਂਅ ਰੌਸ਼ਨ ਕੀਤਾ। ਸਮਾਗਮ ਦੌਰਾਨ ਮੁੱਖ ਮਹਿਮਾਨ ਨੇ ਜੇਤੂਆਂ ਨੂੰ ਸਨਮਾਨਿਤ ਕੀਤਾ ਅਤੇ ਭਵਿੱਖ ਲਈ ਸ਼ੁੱਭ ਕਾਮਨਾਵਾਂ ਦਿੱਤੀਆਂ। ਇਸ ਮੌਕੇ ਪ੍ਰਿੰਸੀਪਲ, ਸਟਾਫ਼ ਮੈਂਬਰ ਅਤੇ ਇਲਾਕੇ ਦੀਆਂ ਪ੍ਰਮੁੱਖ ਸ਼ਖ਼ਸੀਅਤਾਂ ਹਾਜ਼ਰ ਸਨ। (510, 770, 594, 812)
headline-akash: ਆਈ.ਐਸ.ਐਫ. ਕਾਲਜ ਆਫ ਫਾਰਮੇਸੀ ਵਿਖੇ ਹਨੂਮਾਨ ਜੈਅੰਤੀ 'ਤੇ ਭਜਨ ਸੰਕੀਰਤਨ ਕਰਵਾਇਆ (518, 506, 675, 524)
photo-jarnail-event (176, 650, 342, 728)
headline-result: ਮੋਗਾ ਡੀ.ਏ.ਵੀ. ਸਕੂਲ ਦਾ ਨਤੀਜਾ ਸ਼ਾਨਦਾਰ ਰਿਹਾ (543, 866, 650, 872)
text-left-bottom: ਮੋਗਾ, 3 ਅਪ੍ਰੈਲ - ਇਸ ਮੌਕੇ ਸੰਸਥਾ ਦੇ ਪ੍ਰਬੰਧਕਾਂ ਨੇ ਦੱਸਿਆ ਕਿ ਵਿਦਿਆਰਥੀਆਂ ਨੇ ਵੱਖ-ਵੱਖ ਮੁਕਾਬਲਿਆਂ ਵਿਚ ਹਿੱਸਾ ਲੈ ਕੇ ਸ਼ਾਨਦਾਰ ਪ੍ਰਦਰਸ਼ਨ ਕੀਤਾ ਅਤੇ ਇਲਾਕੇ ਦਾ ਨਾਂਅ ਰੌਸ਼ਨ ਕੀਤਾ। ਸਮਾਗਮ ਦੌਰਾਨ ਮੁੱਖ ਮਹਿਮਾਨ ਨੇ ਜੇਤੂਆਂ ਨੂੰ ਸਨਮਾਨਿਤ ਕੀਤਾ ਅਤੇ ਭਵਿੱਖ ਲਈ ਸ਼ੁੱਭ ਕਾਮਨਾਵਾਂ ਦਿੱਤੀਆਂ। ਇਸ ਮੌਕੇ ਪ੍ਰਿੰਸੀਪਲ, ਸਟਾਫ਼ ਮੈਂਬਰ ਅਤੇ ਇਲਾਕੇ ਦੀਆਂ ਪ੍ਰਮੁੱਖ ਸ਼ਖ਼ਸੀਅਤਾਂ ਹਾਜ਼ਰ ਸਨ। (22, 904, 172, 930)
caption-jarnail: ਜਥੇਦਾਰ ਤੋਤਾ ਸਿੰਘ (238, 594, 268, 599)
caption-vetran: ਸਾਬਕਾ ਸੈਨਿਕਾਂ ਵੱਲੋਂ ਸਨਮਾਨ ਸਮਾਰੋਹ (22, 836, 80, 841)
text-vanita-2: ਮੋਗਾ, 3 ਅਪ੍ਰੈਲ - ਇਸ ਮੌਕੇ ਸੰਸਥਾ ਦੇ ਪ੍ਰਬੰਧਕਾਂ ਨੇ ਦੱਸਿਆ ਕਿ ਵਿਦਿਆਰਥੀਆਂ ਨੇ ਵੱਖ-ਵੱਖ ਮੁਕਾਬਲਿਆਂ ਵਿਚ ਹਿੱਸਾ ਲੈ ਕੇ ਸ਼ਾਨਦਾਰ ਪ੍ਰਦਰਸ਼ਨ ਕੀਤਾ ਅਤੇ ਇਲਾਕੇ ਦਾ ਨਾਂਅ ਰੌਸ਼ਨ ਕੀਤਾ। ਸਮਾਗਮ ਦੌਰਾਨ ਮੁੱਖ ਮਹਿਮਾਨ ਨੇ ਜੇਤੂਆਂ ਨੂੰ ਸਨਮਾਨਿਤ ਕੀਤਾ ਅਤੇ ਭਵਿੱਖ ਲਈ ਸ਼ੁੱਭ ਕਾਮਨਾਵਾਂ ਦਿੱਤੀਆਂ। ਇਸ ਮੌਕੇ ਪ੍ਰਿੰਸੀਪਲ, ਸਟਾਫ਼ ਮੈਂਬਰ ਅਤੇ ਇਲਾਕੇ ਦੀਆਂ ਪ੍ਰਮੁੱਖ ਸ਼ਖ਼ਸੀਅਤਾਂ ਹਾਜ਼ਰ ਸਨ। (428, 592, 506, 639)
headline-moga-hockey: ਮੋਗਾ ਦੇ ਹੌਕੀ ਖਿਡਾਰੀ ਨੇ ਕੀਤਾ ਕਮਾਲ, ਖੇਡ ਭਾਵਨਾ ਨਾਲ ਜਿੱਤੇ ਮੈਡਲ (352, 698, 500, 716)
caption-mahaveer: ਸਮਾਗਮ ਦੌਰਾਨ ਹਾਜ਼ਰ ਸ਼ਖ਼ਸੀਅਤਾਂ। (22, 332, 78, 337)
photo-mahaveer-group (22, 258, 172, 330)
headline-vanita: ਡਾ. ਮਨਿੰਦਰ ਸਿੰਘ ਵਲੋਂ ਖ਼ੂਨਦਾਨ ਕੈਂਪ ਦੀ ਸ਼ੁਰੂਆਤ (368, 574, 484, 581)
caption-akash: ਸਮਾਗਮ ਦੌਰਾਨ ਹਾਜ਼ਰ ਸ਼ਖ਼ਸੀਅਤਾਂ। (510, 494, 566, 499)
caption-kisan: ਸਮਾਗਮ ਦੌਰਾਨ ਹਾਜ਼ਰ ਸ਼ਖ਼ਸੀਅਤਾਂ। (262, 356, 318, 361)
caption-sukhleen: ਸਕੂਲ ਦੇ ਵਿਦਿਆਰਥੀ ਪੁਸਤਕਾਂ ਨਾਲ ਤਸਵੀਰ ਖਿਚਵਾਉਂਦੇ ਹੋਏ। (510, 230, 608, 235)
text-bomb: ਮੋਗਾ, 3 ਅਪ੍ਰੈਲ - ਇਸ ਮੌਕੇ ਸੰਸਥਾ ਦੇ ਪ੍ਰਬੰਧਕਾਂ ਨੇ ਦੱਸਿਆ ਕਿ ਵਿਦਿਆਰਥੀਆਂ ਨੇ ਵੱਖ-ਵੱਖ ਮੁਕਾਬਲਿਆਂ ਵਿਚ ਹਿੱਸਾ ਲੈ ਕੇ ਸ਼ਾਨਦਾਰ ਪ੍ਰਦਰਸ਼ਨ ਕੀਤਾ ਅਤੇ ਇਲਾਕੇ ਦਾ ਨਾਂਅ ਰੌਸ਼ਨ ਕੀਤਾ। ਸਮਾਗਮ ਦੌਰਾਨ ਮੁੱਖ ਮਹਿਮਾਨ ਨੇ ਜੇਤੂਆਂ ਨੂੰ ਸਨਮਾਨਿਤ ਕੀਤਾ ਅਤੇ ਭਵਿੱਖ ਲਈ ਸ਼ੁੱਭ ਕਾਮਨਾਵਾਂ ਦਿੱਤੀਆਂ। ਇਸ ਮੌਕੇ ਪ੍ਰਿੰਸੀਪਲ, ਸਟਾਫ਼ ਮੈਂਬਰ ਅਤੇ ਇਲਾਕੇ ਦੀਆਂ ਪ੍ਰਮੁੱਖ ਸ਼ਖ਼ਸੀਅਤਾਂ ਹਾਜ਼ਰ ਸਨ। (176, 332, 260, 374)
masthead (0, 14, 687, 82)
text-result-2: ਮੋਗਾ, 3 ਅਪ੍ਰੈਲ - ਇਸ ਮੌਕੇ ਸੰਸਥਾ ਦੇ ਪ੍ਰਬੰਧਕਾਂ ਨੇ ਦੱਸਿਆ ਕਿ ਵਿਦਿਆਰਥੀਆਂ ਨੇ ਵੱਖ-ਵੱਖ ਮੁਕਾਬਲਿਆਂ ਵਿਚ ਹਿੱਸਾ ਲੈ ਕੇ ਸ਼ਾਨਦਾਰ ਪ੍ਰਦਰਸ਼ਨ ਕੀਤਾ ਅਤੇ ਇਲਾਕੇ ਦਾ ਨਾਂਅ ਰੌਸ਼ਨ ਕੀਤਾ। ਸਮਾਗਮ ਦੌਰਾਨ ਮੁੱਖ ਮਹਿਮਾਨ ਨੇ ਜੇਤੂਆਂ ਨੂੰ ਸਨਮਾਨਿਤ ਕੀਤਾ ਅਤੇ ਭਵਿੱਖ ਲਈ ਸ਼ੁੱਭ ਕਾਮਨਾਵਾਂ ਦਿੱਤੀਆਂ। ਇਸ ਮੌਕੇ ਪ੍ਰਿੰਸੀਪਲ, ਸਟਾਫ਼ ਮੈਂਬਰ ਅਤੇ ਇਲਾਕੇ ਦੀਆਂ ਪ੍ਰਮੁੱਖ ਸ਼ਖ਼ਸੀਅਤਾਂ ਹਾਜ਼ਰ ਸਨ। (384, 244, 506, 276)
text-sukhleen-2: ਮੋਗਾ, 3 ਅਪ੍ਰੈਲ - ਇਸ ਮੌਕੇ ਸੰਸਥਾ ਦੇ ਪ੍ਰਬੰਧਕਾਂ ਨੇ ਦੱਸਿਆ ਕਿ ਵਿਦਿਆਰਥੀਆਂ ਨੇ ਵੱਖ-ਵੱਖ ਮੁਕਾਬਲਿਆਂ ਵਿਚ ਹਿੱਸਾ ਲੈ ਕੇ ਸ਼ਾਨਦਾਰ ਪ੍ਰਦਰਸ਼ਨ ਕੀਤਾ ਅਤੇ ਇਲਾਕੇ ਦਾ ਨਾਂਅ ਰੌਸ਼ਨ ਕੀਤਾ। ਸਮਾਗਮ ਦੌਰਾਨ ਮੁੱਖ ਮਹਿਮਾਨ ਨੇ ਜੇਤੂਆਂ ਨੂੰ ਸਨਮਾਨਿਤ ਕੀਤਾ ਅਤੇ ਭਵਿੱਖ ਲਈ ਸ਼ੁੱਭ ਕਾਮਨਾਵਾਂ ਦਿੱਤੀਆਂ। ਇਸ ਮੌਕੇ ਪ੍ਰਿੰਸੀਪਲ, ਸਟਾਫ਼ ਮੈਂਬਰ ਅਤੇ ਇਲਾਕੇ ਦੀਆਂ ਪ੍ਰਮੁੱਖ ਸ਼ਖ਼ਸੀਅਤਾਂ ਹਾਜ਼ਰ ਸਨ। (598, 274, 683, 316)
photo-sukhleen-students (510, 88, 683, 228)
headline-vidhayak: ਵਿਧਾਇਕ ਡਾ. ਅਮਨਦੀਪ ਕੌਰ ਅਰੋੜਾ ਵੱਲੋਂ ਸੜਕ 'ਤੇ ਪ੍ਰੀਮਿਕਸ ਪਵਾਉਣ ਦਾ ਕੰਮ ਸ਼ੁਰੂ ਕਰਵਾਇਆ (22, 604, 172, 623)
photo-university (262, 112, 358, 204)
byline-1: ਮੋਗਾ, 3 ਅਪ੍ਰੈਲ (ਗੁਰਤੇਜ ਸਿੰਘ) (22, 894, 73, 899)
print-slug: LD3028-Punjabi-Online-1 E ... Page 6 (4, 2, 97, 8)
masthead-banner (206, 22, 478, 72)
masthead-left-image (4, 18, 132, 78)
text-university-3: ਮੋਗਾ, 3 ਅਪ੍ਰੈਲ - ਇਸ ਮੌਕੇ ਸੰਸਥਾ ਦੇ ਪ੍ਰਬੰਧਕਾਂ ਨੇ ਦੱਸਿਆ ਕਿ ਵਿਦਿਆਰਥੀਆਂ ਨੇ ਵੱਖ-ਵੱਖ ਮੁਕਾਬਲਿਆਂ ਵਿਚ ਹਿੱਸਾ ਲੈ ਕੇ ਸ਼ਾਨਦਾਰ ਪ੍ਰਦਰਸ਼ਨ ਕੀਤਾ ਅਤੇ ਇਲਾਕੇ ਦਾ ਨਾਂਅ ਰੌਸ਼ਨ ਕੀਤਾ। ਸਮਾਗਮ ਦੌਰਾਨ ਮੁੱਖ ਮਹਿਮਾਨ ਨੇ ਜੇਤੂਆਂ ਨੂੰ ਸਨਮਾਨਿਤ ਕੀਤਾ ਅਤੇ ਭਵਿੱਖ ਲਈ ਸ਼ੁੱਭ ਕਾਮਨਾਵਾਂ ਦਿੱਤੀਆਂ। ਇਸ ਮੌਕੇ ਪ੍ਰਿੰਸੀਪਲ, ਸਟਾਫ਼ ਮੈਂਬਰ ਅਤੇ ਇਲਾਕੇ ਦੀਆਂ ਪ੍ਰਮੁੱਖ ਸ਼ਖ਼ਸੀਅਤਾਂ ਹਾਜ਼ਰ ਸਨ। (434, 112, 506, 159)
masthead-pattern-right (482, 18, 550, 78)
text-jarnail-1: ਮੋਗਾ, 3 ਅਪ੍ਰੈਲ - ਇਸ ਮੌਕੇ ਸੰਸਥਾ ਦੇ ਪ੍ਰਬੰਧਕਾਂ ਨੇ ਦੱਸਿਆ ਕਿ ਵਿਦਿਆਰਥੀਆਂ ਨੇ ਵੱਖ-ਵੱਖ ਮੁਕਾਬਲਿਆਂ ਵਿਚ ਹਿੱਸਾ ਲੈ ਕੇ ਸ਼ਾਨਦਾਰ ਪ੍ਰਦਰਸ਼ਨ ਕੀਤਾ ਅਤੇ ਇਲਾਕੇ ਦਾ ਨਾਂਅ ਰੌਸ਼ਨ ਕੀਤਾ। ਸਮਾਗਮ ਦੌਰਾਨ ਮੁੱਖ ਮਹਿਮਾਨ ਨੇ ਜੇਤੂਆਂ ਨੂੰ ਸਨਮਾਨਿਤ ਕੀਤਾ ਅਤੇ ਭਵਿੱਖ ਲਈ ਸ਼ੁੱਭ ਕਾਮਨਾਵਾਂ ਦਿੱਤੀਆਂ। ਇਸ ਮੌਕੇ ਪ੍ਰਿੰਸੀਪਲ, ਸਟਾਫ਼ ਮੈਂਬਰ ਅਤੇ ਇਲਾਕੇ ਦੀਆਂ ਪ੍ਰਮੁੱਖ ਸ਼ਖ਼ਸੀਅਤਾਂ ਹਾਜ਼ਰ ਸਨ। (176, 520, 236, 578)
masthead-pattern-left (134, 18, 204, 78)
